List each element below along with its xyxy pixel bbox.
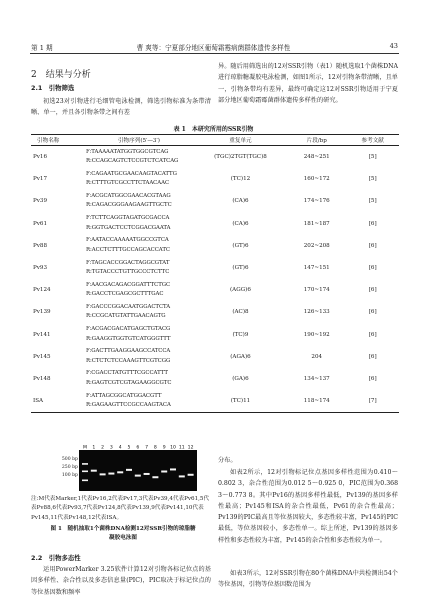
forward-primer: F:AACGACAGACGGATTTCTGC	[86, 281, 171, 288]
table-caption: 表 1 本研究所用的SSR引物	[173, 126, 254, 133]
repeat-unit: (GA)6	[232, 375, 249, 382]
fragment-size: 181~187	[303, 220, 330, 227]
lane-label: 4	[118, 445, 122, 451]
primer-name: Pv16	[33, 154, 48, 161]
marker-band	[82, 463, 88, 465]
reference: [5]	[368, 154, 377, 161]
repeat-unit: (GT)6	[232, 265, 249, 272]
repeat-unit: (GT)6	[232, 242, 249, 249]
table-row	[31, 301, 399, 323]
primer-name: ISA	[31, 390, 84, 413]
table-row	[31, 346, 399, 368]
column-header-reference: 参考文献	[346, 135, 399, 146]
table-row	[31, 390, 399, 413]
subsection-title-polymorphism: 2.2 引物多态性	[31, 554, 81, 562]
reference: [6]	[368, 287, 377, 294]
reference: [6]	[368, 375, 377, 382]
reverse-primer: R:CTTTGTCGCCTTCTAACAAC	[86, 180, 170, 187]
table-row	[31, 279, 399, 301]
repeat-unit: (CA)6	[232, 220, 249, 227]
section-title: 2 结果与分析	[31, 70, 91, 80]
repeat-unit: (AGA)6	[230, 353, 251, 360]
reverse-primer: R:CCGCATGTATTGAACAGTG	[86, 313, 166, 320]
running-title: 曹 爽等：宁夏部分地区葡萄霜霉病菌群体遗传多样性	[136, 44, 291, 52]
marker-label-100: 100 bp	[61, 473, 78, 478]
forward-primer: F:GACTTGAAGGAAGCCATCCA	[86, 348, 171, 355]
polymorphism-paragraph-continued: 分布。	[218, 457, 237, 464]
primer-name: Pv124	[33, 287, 51, 294]
figure-caption: 图 1 随机抽取1个菌株DNA检测12对SSR引物的琼脂糖凝胶电泳图	[50, 526, 196, 542]
sample-band	[108, 473, 114, 475]
sample-band	[100, 473, 106, 475]
forward-primer: F:GACCCGGACAATGGACTCTA	[86, 303, 171, 310]
marker-band	[82, 471, 88, 473]
reverse-primer: R:GAGAAGTTCCGCCAAGTACA	[86, 402, 171, 409]
fragment-size: 170~174	[303, 287, 330, 294]
sample-band	[91, 470, 97, 472]
reverse-primer: R:CCAGCAGTCTCCGTCTCATCAG	[86, 158, 179, 165]
table-row	[31, 257, 399, 279]
fragment-size: 190~192	[303, 331, 330, 338]
subsection-title-primer-screening: 2.1 引物筛选	[31, 84, 75, 92]
primer-screening-paragraph-continued: 异。随后用筛选出的12对SSR引物（表1）随机选取1个菌株DNA进行琼脂糖凝胶电泳检测，如图1所示，12对引物条带清晰，且单一，引物条带均有差异，最终可确定这12对SSR引物适用于宁夏部分地区葡萄霜霉菌群体遗传多样性的研究。	[218, 63, 398, 104]
reference: [5]	[368, 176, 377, 183]
column-header-sequence: 引物序列(5′—3′)	[84, 135, 194, 146]
marker-band	[82, 480, 88, 482]
reverse-primer: R:GGTGACTCCTCGGACGAATA	[86, 224, 171, 231]
lane-label: 3	[109, 445, 113, 451]
marker-label-500: 500 bp	[61, 457, 78, 462]
primer-name: Pv17	[33, 176, 48, 183]
allele-results-paragraph: 如表3所示，12对SSR引物在80个菌株DNA中共检测出54个等位基因，引物等位基因数范围为	[218, 570, 398, 589]
fragment-size: 248~251	[303, 154, 330, 161]
primer-name: Pv61	[33, 220, 48, 227]
gel-image	[79, 444, 199, 492]
polymorphism-paragraph: 运用PowerMarker 3.25软件计算12对引物各标记位点的基因多样性、杂合性以及多态信息量(PIC)，PIC取决于标记位点的等位基因数和频率	[31, 566, 211, 596]
ssr-primer-table	[31, 134, 399, 413]
header-rule	[30, 53, 399, 54]
reverse-primer: R:CAGACGGGAAGAAGTTGCTC	[86, 202, 172, 209]
table-row	[31, 235, 399, 257]
fragment-size: 202~208	[303, 242, 330, 249]
fragment-size: 204	[311, 353, 323, 360]
lane-label: 11	[178, 445, 185, 451]
reference: [6]	[368, 309, 377, 316]
lane-label: 6	[136, 445, 140, 451]
fragment-size: 160~172	[303, 176, 330, 183]
lane-label: 5	[127, 445, 131, 451]
sample-band	[152, 476, 158, 478]
lane-label: 8	[153, 445, 157, 451]
forward-primer: F:TAAAAATATGGTGGCGTCAG	[86, 148, 169, 155]
page-number: 43	[389, 42, 398, 50]
table-row	[31, 213, 399, 235]
sample-band	[170, 468, 176, 470]
primer-name: Pv88	[33, 242, 48, 249]
reference: [5]	[368, 198, 377, 205]
table-row	[31, 190, 399, 212]
lane-label: 1	[92, 445, 96, 451]
forward-primer: F:ACGCATGGCGAACACGTAAG	[86, 192, 171, 199]
repeat-unit: (TC)12	[230, 176, 251, 183]
sample-band	[126, 469, 132, 471]
sample-band	[117, 471, 123, 473]
reference: [6]	[368, 265, 377, 272]
reverse-primer: R:GAGTCGTCGTAGAAGGCGTC	[86, 379, 172, 386]
sample-band	[135, 475, 141, 477]
reverse-primer: R:TGTACCCTGTTGCCCTCTTC	[86, 269, 170, 276]
repeat-unit: (AC)8	[232, 309, 249, 316]
reverse-primer: R:CTCTCTCCAAAGTTCGTCGG	[86, 357, 171, 364]
forward-primer: F:TCTTCAGGTAGATGCGACCA	[86, 215, 170, 222]
forward-primer: F:TAGCACCGGACTAGGCGTAT	[86, 259, 170, 266]
marker-label-250: 250 bp	[61, 465, 78, 470]
sample-band	[144, 473, 150, 475]
sample-band	[188, 474, 194, 476]
lane-label: M	[83, 445, 87, 451]
primer-name: Pv148	[33, 375, 51, 382]
primer-name: Pv39	[33, 198, 48, 205]
forward-primer: F:ATTAGCGGCATGGACGTT	[86, 392, 162, 399]
primer-screening-paragraph: 初选23对引物进行毛细管电泳检测，筛选引物标准为条带清晰、单一，并且各引物条带之间有差	[31, 98, 211, 117]
table-row	[31, 368, 399, 390]
repeat-unit: (TC)11	[194, 390, 287, 413]
reverse-primer: R:ACCTCTTTGCCAGCACCATC	[86, 246, 170, 253]
forward-primer: F:CAGAATGCGAACAAGTACATTG	[86, 170, 177, 177]
diversity-results-paragraph: 如表2所示，12对引物标记位点基因多样性范围为0.410～0.802 3，杂合性范围为0.012 5～0.925 0，PIC范围为0.368 3～0.773 8。其中Pv16的基因多样性最低，Pv139的基因多样性最高；Pv145和ISA的杂合性最低，Pv61的杂合性最高；Pv139的PIC最高且等位基因较大，多态性较丰富，Pv145的PIC最低，等位基因较小，多态性单一。综上所述，Pv139的基因多样性和多态性较为丰富，Pv145的杂合性和多态性较为单一。	[218, 469, 398, 544]
lane-labels	[83, 445, 194, 451]
table-row	[31, 146, 399, 169]
forward-primer: F:AATACCAAAAATGGCCGTCA	[86, 237, 169, 244]
reverse-primer: R:GAAGGTGGTGTCATGGGTTT	[86, 335, 171, 342]
column-header-primer-name: 引物名称	[31, 135, 84, 146]
fragment-size: 134~137	[303, 375, 330, 382]
sample-band	[161, 471, 167, 473]
figure-note: 注:M代表Marker,1代表Pv16,2代表Pv17,3代表Pv39,4代表Pv61,5代表Pv88,6代表Pv93,7代表Pv124,8代表Pv139,9代表Pv141,10代表Pv145,11代表Pv148,12代表ISA。	[31, 496, 210, 521]
sample-band	[179, 475, 185, 477]
repeat-unit: (TC)9	[232, 331, 249, 338]
fragment-size: 174~176	[303, 198, 330, 205]
fragment-size: 126~133	[303, 309, 330, 316]
table-row	[31, 324, 399, 346]
lane-label: 7	[145, 445, 149, 451]
forward-primer: F:CGACCTATGTTTCGCCATTT	[86, 370, 168, 377]
repeat-unit: (CA)6	[232, 198, 249, 205]
reference: [6]	[368, 220, 377, 227]
primer-name: Pv139	[33, 309, 51, 316]
forward-primer: F:ACGACGACATGAGCTGTACG	[86, 326, 171, 333]
table-header-row	[31, 135, 399, 146]
lane-label: 9	[162, 445, 166, 451]
primer-name: Pv93	[33, 265, 48, 272]
primer-name: Pv145	[33, 353, 51, 360]
issue-label: 第 1 期	[31, 44, 53, 52]
fragment-size: 118~174	[287, 390, 346, 413]
reverse-primer: R:GACCTCGAGCGCTTTGAC	[86, 291, 164, 298]
reference: [6]	[368, 242, 377, 249]
reference: [7]	[346, 390, 399, 413]
reference: [6]	[368, 353, 377, 360]
primer-name: Pv141	[33, 331, 51, 338]
column-header-repeat-unit: 重复单元	[194, 135, 287, 146]
lane-label: 2	[101, 445, 105, 451]
reference: [6]	[368, 331, 377, 338]
table-row	[31, 168, 399, 190]
lane-label: 12	[187, 445, 194, 451]
fragment-size: 147~151	[303, 265, 330, 272]
repeat-unit: (TGC)2TGT(TGC)8	[214, 154, 267, 161]
lane-label: 10	[170, 445, 176, 451]
repeat-unit: (AGG)6	[230, 287, 251, 294]
column-header-fragment-size: 片段/bp	[287, 135, 346, 146]
